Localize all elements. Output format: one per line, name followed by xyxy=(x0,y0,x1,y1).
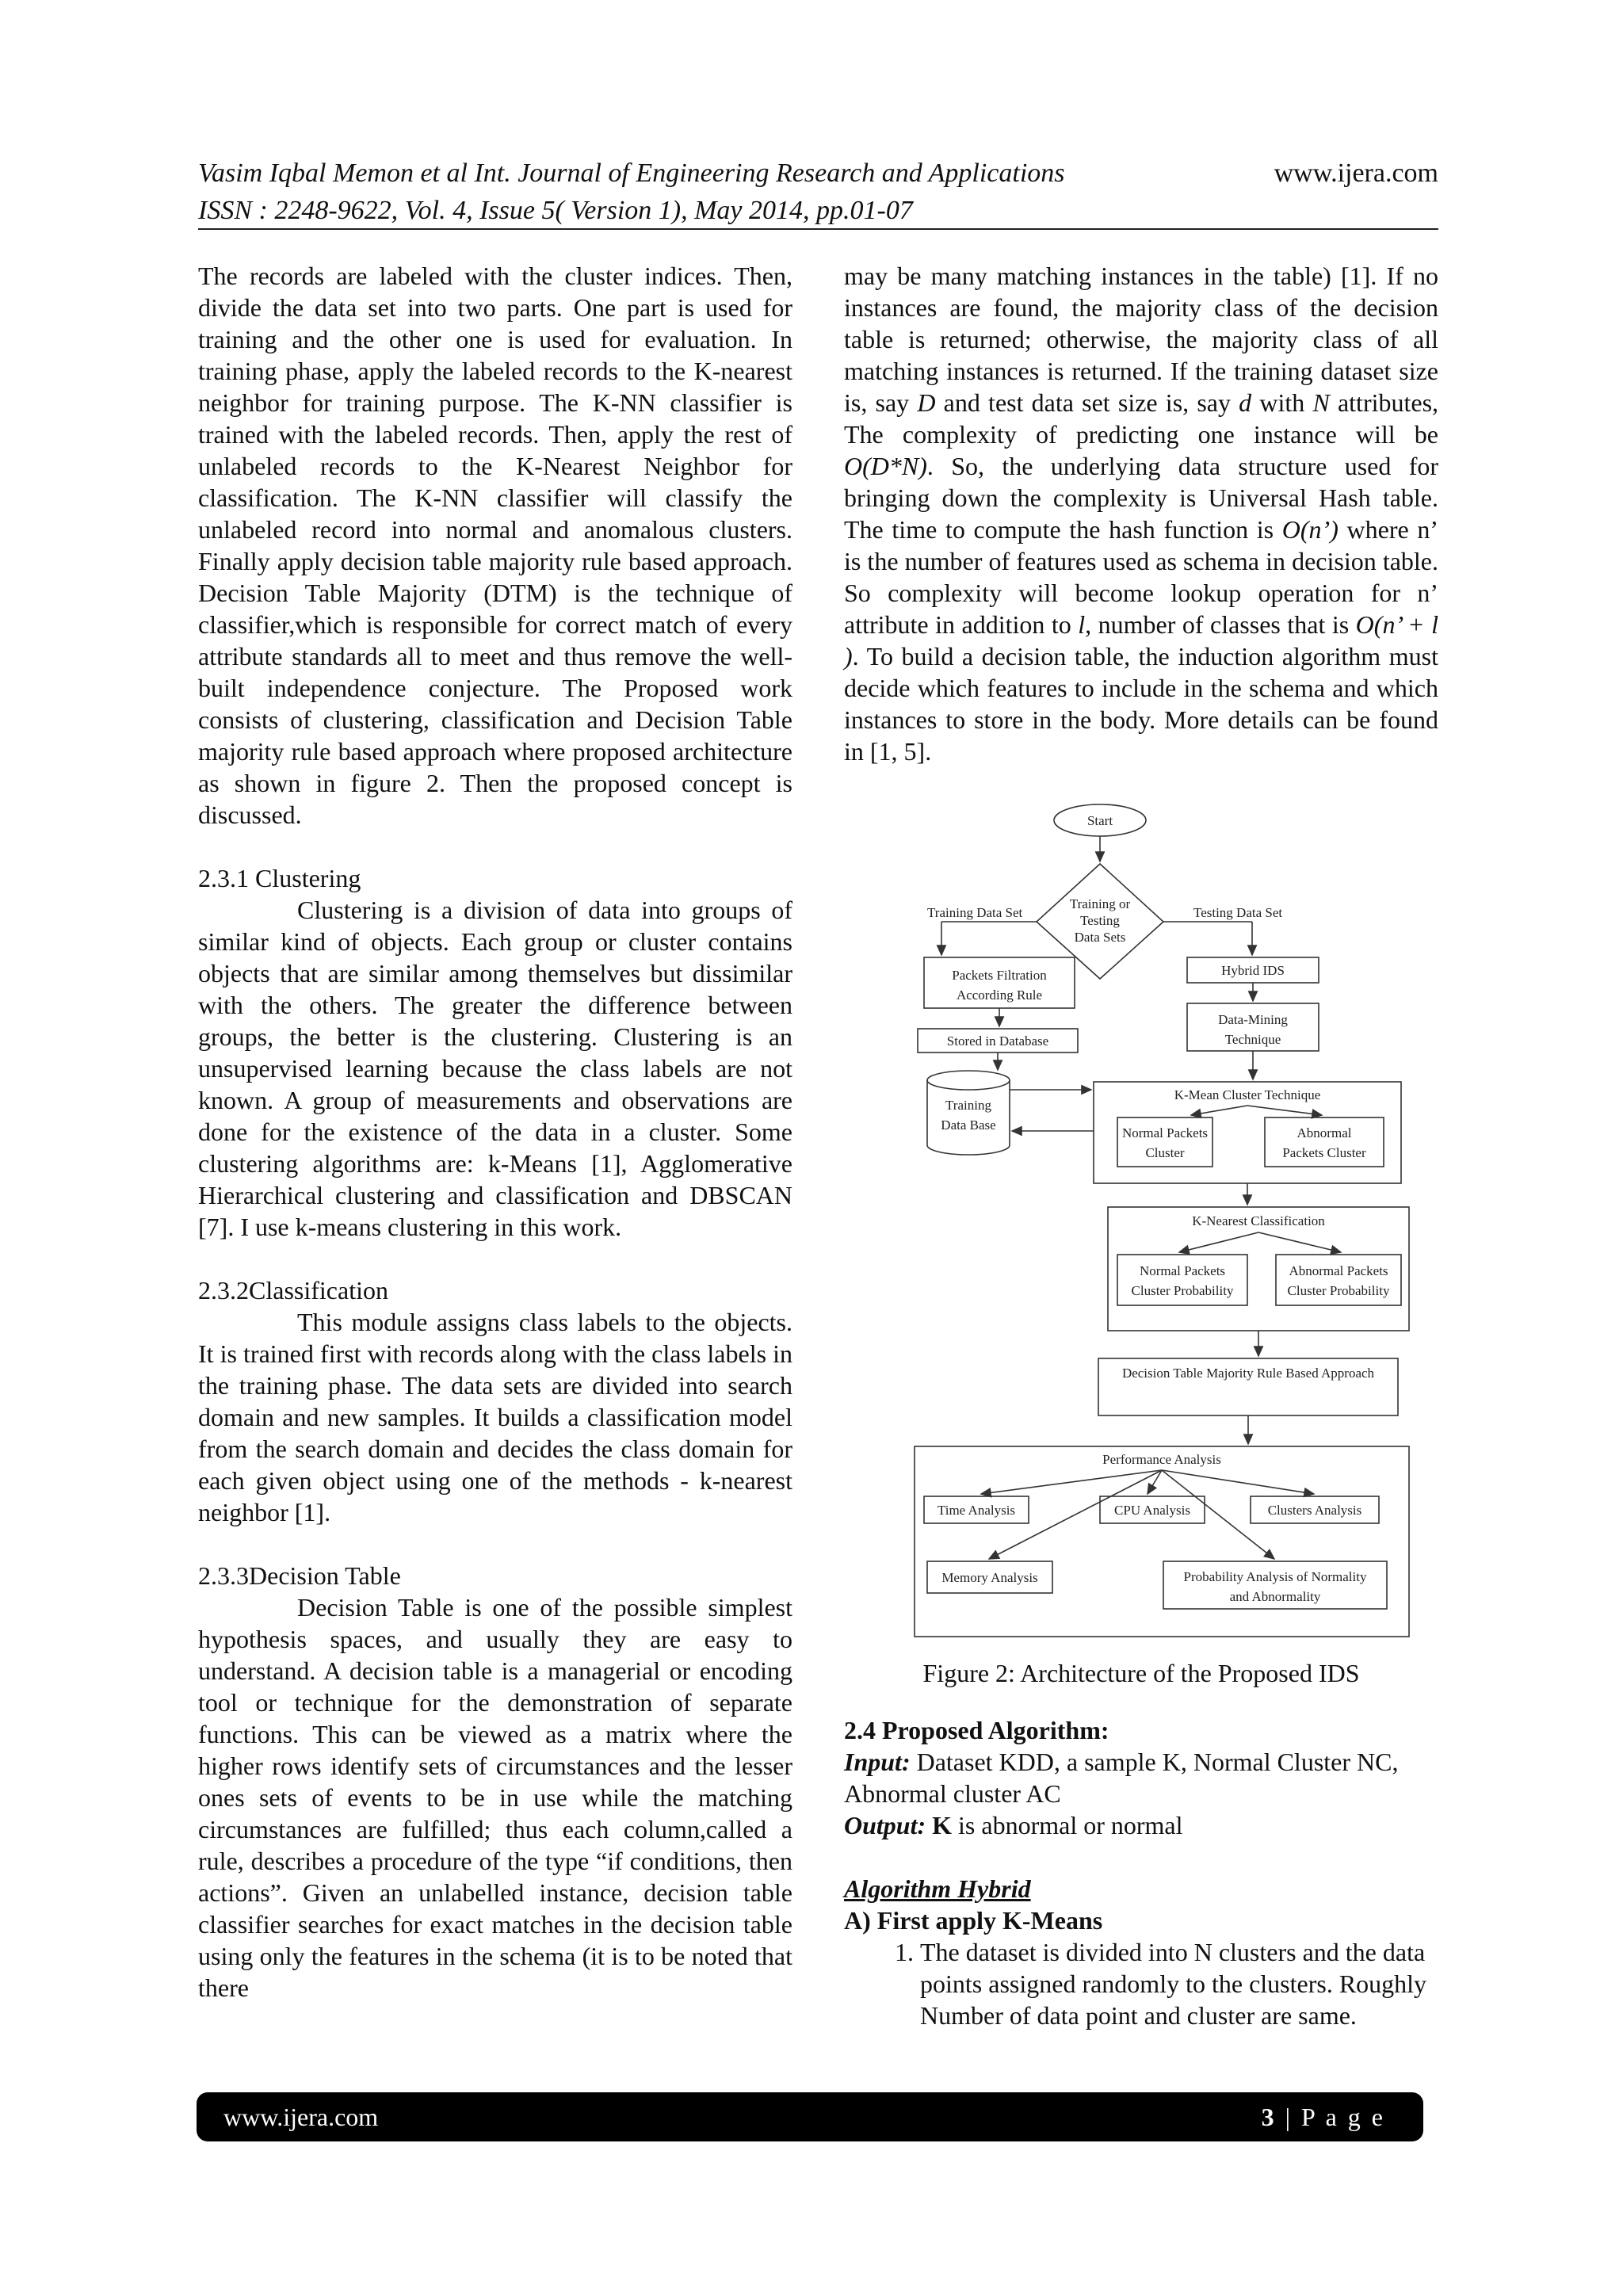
knn-label: K-Nearest Classification xyxy=(1192,1213,1325,1228)
probability-analysis-label: and Abnormality xyxy=(1229,1589,1321,1604)
packets-filtration-label: According Rule xyxy=(956,988,1043,1003)
normal-packets-cluster-label: Normal Packets xyxy=(1121,1125,1209,1140)
abnormal-packets-cluster-label: Abnormal xyxy=(1296,1125,1352,1140)
running-header xyxy=(198,155,1438,229)
abnormal-probability-label: Cluster Probability xyxy=(1287,1283,1390,1298)
algorithm-title: Algorithm Hybrid xyxy=(844,1874,1031,1903)
section-classification-body: This module assigns class labels to the objects. It is trained first with records along with the class labels in the training phase. The data sets are divided into search domain and new samples. It builds a classification model from the search domain and decides the class domain for each given object using one of the methods - k-nearest neighbor [1]. xyxy=(198,1308,792,1526)
performance-container xyxy=(915,1446,1409,1637)
page-footer xyxy=(197,2092,1423,2141)
data-mining-label: Data-Mining xyxy=(1218,1012,1288,1027)
decision-label: Testing xyxy=(1080,913,1120,928)
footer-url[interactable]: www.ijera.com xyxy=(223,2103,379,2131)
section-classification-heading: 2.3.2Classification xyxy=(198,1276,388,1305)
training-database-label: Data Base xyxy=(941,1117,996,1133)
section-decision-table-heading: 2.3.3Decision Table xyxy=(198,1561,401,1590)
abnormal-packets-cluster-label: Packets Cluster xyxy=(1282,1145,1366,1160)
architecture-figure xyxy=(910,797,1426,1641)
memory-analysis-label: Memory Analysis xyxy=(941,1570,1038,1585)
performance-label: Performance Analysis xyxy=(1102,1452,1221,1467)
section-clustering-body: Clustering is a division of data into groups of similar kind of objects. Each group or cluster contains objects that are similar among themselves but dissimilar with the others. The greater the difference between groups, the better is the clustering. Clustering is an unsupervised learning because the class labels are not known. A group of measurements and observations are done for the existence of the data in a cluster. Some clustering algorithms are: k-Means [1], Agglomerative Hierarchical clustering and classification and DBSCAN [7]. I use k-means clustering in this work. xyxy=(198,896,792,1241)
section-clustering-heading: 2.3.1 Clustering xyxy=(198,864,361,892)
decision-label: Training or xyxy=(1069,896,1131,911)
abnormal-probability-label: Abnormal Packets xyxy=(1289,1263,1388,1278)
journal-title: Vasim Iqbal Memon et al Int. Journal of Engineering Research and Applications xyxy=(198,159,1065,188)
intro-paragraph: The records are labeled with the cluster indices. Then, divide the data set into two parts. One part is used for training and the other one is used for evaluation. In training phase, apply the labeled records to the K-nearest neighbor for training purpose. The K-NN classifier is trained with the labeled records. Then, apply the rest of unlabeled records to the K-Nearest Neighbor for classification. The K-NN classifier will classify the unlabeled record into normal and anomalous clusters. Finally apply decision table majority rule based approach. Decision Table Majority (DTM) is the technique of classifier,which is responsible for correct match of every attribute standards all to meet and thus remove the well-built independence conjecture. The Proposed work consists of clustering, classification and Decision Table majority rule based approach where proposed architecture as shown in figure 2. Then the proposed concept is discussed. xyxy=(198,262,792,829)
data-mining-label: Technique xyxy=(1224,1032,1281,1047)
algorithm-step-list xyxy=(844,1936,1438,2031)
time-analysis-label: Time Analysis xyxy=(937,1503,1016,1518)
figure-caption: Figure 2: Architecture of the Proposed IDS xyxy=(922,1659,1360,1687)
training-database-label: Training xyxy=(945,1098,991,1113)
list-item: 1. The dataset is divided into N clusters and the data points assigned randomly to the clusters. Roughly Number of data point and cluster are same. xyxy=(920,1936,1438,2031)
issn-line: ISSN : 2248-9622, Vol. 4, Issue 5( Version 1), May 2014, pp.01-07 xyxy=(198,196,913,225)
algorithm-output: Output: K is abnormal or normal xyxy=(844,1811,1183,1839)
probability-analysis-label: Probability Analysis of Normality xyxy=(1183,1569,1367,1584)
header-url[interactable]: www.ijera.com xyxy=(1274,159,1438,188)
decision-table-continued: may be many matching instances in the table) [1]. If no instances are found, the majority class of the decision table is returned; otherwise, the majority class of all matching instances is returned. If the training dataset size is, say D and test data set size is, say d with N attributes, The complexity of predicting one instance will be O(D*N). So, the underlying data structure used for bringing down the complexity is Universal Hash table. The time to compute the hash function is O(n’) where n’ is the number of features used as schema in decision table. So complexity will become lookup operation for n’ attribute in addition to l, number of classes that is O(n’ + l ). To build a decision table, the induction algorithm must decide which features to include in the schema and which instances to store in the body. More details can be found in [1, 5]. xyxy=(844,262,1439,766)
kmean-label: K-Mean Cluster Technique xyxy=(1174,1087,1321,1102)
right-column xyxy=(844,260,1438,767)
clusters-analysis-label: Clusters Analysis xyxy=(1267,1503,1362,1518)
page-number: 3 | P a g e xyxy=(1261,2103,1385,2131)
normal-probability-label: Normal Packets xyxy=(1139,1263,1226,1278)
decision-label: Data Sets xyxy=(1074,930,1126,945)
left-column xyxy=(198,260,792,2004)
algorithm-input: Input: Dataset KDD, a sample K, Normal Cluster NC, Abnormal cluster AC xyxy=(844,1748,1399,1808)
algorithm-section xyxy=(844,1714,1438,2031)
cpu-analysis-label: CPU Analysis xyxy=(1114,1503,1190,1518)
training-database-cylinder xyxy=(927,1071,1010,1155)
algorithm-heading: 2.4 Proposed Algorithm: xyxy=(844,1716,1109,1744)
decision-table-majority-label: Decision Table Majority Rule Based Approach xyxy=(1121,1366,1375,1381)
training-branch-label: Training Data Set xyxy=(927,905,1023,920)
algorithm-step-a: A) First apply K-Means xyxy=(844,1906,1103,1935)
start-label: Start xyxy=(1086,813,1113,828)
header-rule xyxy=(198,228,1438,230)
section-decision-table-body: Decision Table is one of the possible simplest hypothesis spaces, and usually they are easy to understand. A decision table is a managerial or encoding tool or technique for the demonstration of separate functions. This can be viewed as a matrix where the higher rows identify sets of circumstances and the lesser ones sets of events to be in use while the matching circumstances are fulfilled; thus each column,called a rule, describes a procedure of the type “if conditions, then actions”. Given an unlabelled instance, decision table classifier searches for exact matches in the decision table using only the features in the schema (it is to be noted that there xyxy=(198,1593,792,2002)
testing-branch-label: Testing Data Set xyxy=(1193,905,1283,920)
normal-probability-label: Cluster Probability xyxy=(1131,1283,1234,1298)
packets-filtration-label: Packets Filtration xyxy=(952,968,1047,983)
normal-packets-cluster-label: Cluster xyxy=(1145,1145,1185,1160)
hybrid-ids-label: Hybrid IDS xyxy=(1221,963,1285,978)
stored-in-database-label: Stored in Database xyxy=(946,1033,1049,1049)
